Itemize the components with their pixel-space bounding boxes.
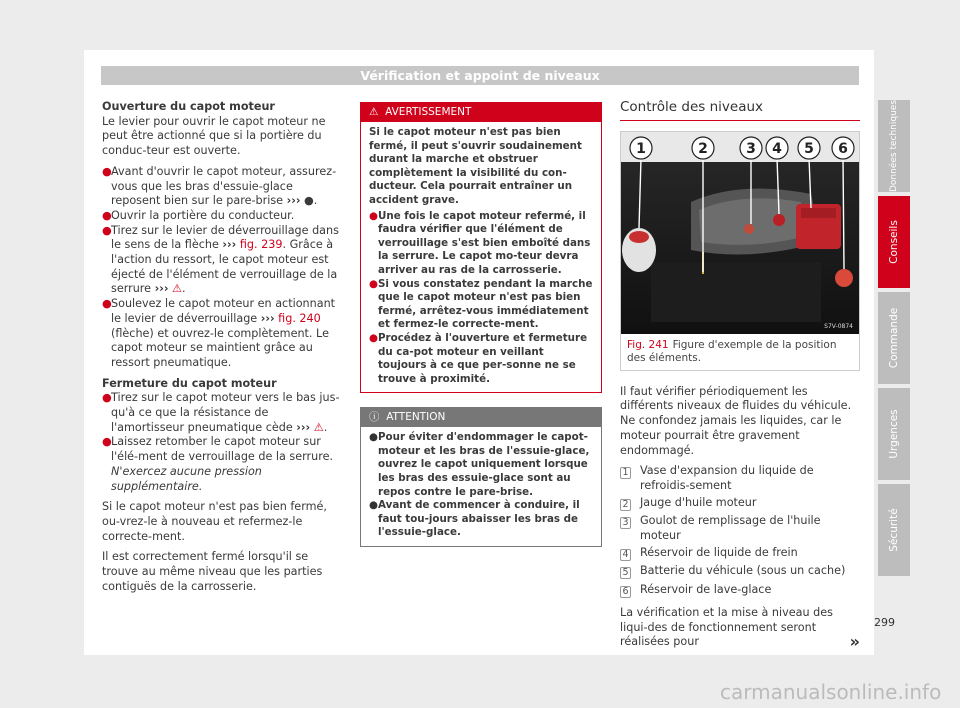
open-intro: Le levier pour ouvrir le capot moteur ne peut être actionné que si la portière du conduc-teur est ouverte. <box>102 114 326 158</box>
bullet-icon: ● <box>369 499 378 512</box>
page-header: Vérification et appoint de niveaux <box>101 66 859 85</box>
attention-box-title: ⓘ ATTENTION <box>361 408 601 427</box>
callout-1: 1 <box>636 140 646 157</box>
callout-6: 6 <box>838 140 848 157</box>
bullet-icon: ● <box>369 331 378 344</box>
callout-3: 3 <box>746 140 756 157</box>
watermark-text: carmanualsonline.info <box>720 680 942 704</box>
bullet-icon: ● <box>369 277 378 290</box>
warning-icon: ⚠ <box>313 420 324 434</box>
attention-box <box>360 407 602 547</box>
tab-donnees-techniques[interactable]: Données techniques <box>878 100 910 192</box>
list-item: ● Procédez à l'ouverture et fermeture du ca-pot moteur en veillant toujours à ce que per-sonne ne se trouve à proximité. <box>369 331 588 385</box>
bullet-icon: ● <box>369 209 378 222</box>
bullet-icon: ● <box>102 391 112 405</box>
info-icon: ● <box>304 194 314 208</box>
list-item: ● Une fois le capot moteur refermé, il faudra vérifier que l'élément de verrouillage s'est bien emboîté dans la serrure. Le capot mo-teur devra arriver au ras de la carrosserie. <box>369 209 591 276</box>
column-middle <box>360 102 602 547</box>
open-heading: Ouverture du capot moteur <box>102 100 275 113</box>
warning-box-title: ⚠ AVERTISSEMENT <box>361 103 601 122</box>
ref-arrow-icon: ››› <box>222 238 237 252</box>
tab-conseils[interactable]: Conseils <box>878 196 910 288</box>
bullet-icon: ● <box>102 164 112 178</box>
close-paragraph: Il est correctement fermé lorsqu'il se trouve au même niveau que les parties contiguës de la carrosserie. <box>102 550 323 593</box>
close-paragraph: Si le capot moteur n'est pas bien fermé, ou-vrez-le à nouveau et refermez-le correcte-ment. <box>102 500 327 543</box>
bullet-icon: ● <box>369 431 378 444</box>
column-right <box>620 100 860 650</box>
chapter-tabs <box>878 100 910 580</box>
list-item: ● Laissez retomber le capot moteur sur l'élé-ment de verrouillage de la serrure. N'exercez aucune pression supplémentaire. <box>102 435 334 493</box>
ref-arrow-icon[interactable]: ››› <box>286 194 301 208</box>
continue-arrow-icon[interactable]: » <box>849 632 860 652</box>
levels-list <box>620 464 860 600</box>
list-item: ● Tirez sur le levier de déverrouillage dans le sens de la flèche ››› fig. 239. Grâce à l'action du ressort, le capot moteur est éjecté de l'élément de verrouillage de la serrure ››› ⚠. <box>102 223 339 296</box>
fig-240-link[interactable]: fig. 240 <box>278 311 321 325</box>
list-item: 1 Vase d'expansion du liquide de refroidis-sement <box>620 464 860 493</box>
list-item: 3 Goulot de remplissage de l'huile moteur <box>620 514 860 543</box>
tab-securite[interactable]: Sécurité <box>878 484 910 576</box>
list-item: ● Soulevez le capot moteur en actionnant le levier de déverrouillage ››› fig. 240 (flèche) et ouvrez-le complètement. Le capot moteur se maintient grâce au ressort pneumatique. <box>102 297 336 369</box>
section-title: Contrôle des niveaux <box>620 100 860 121</box>
warning-box <box>360 102 602 393</box>
engine-photo <box>621 132 859 334</box>
photo-code: S7V-0874 <box>824 322 853 330</box>
list-item: ● Avant de commencer à conduire, il faut tou-jours abaisser les bras de l'essuie-glace. <box>369 499 580 539</box>
close-heading: Fermeture du capot moteur <box>102 376 277 390</box>
list-item: ● Avant d'ouvrir le capot moteur, assurez-vous que les bras d'essuie-glace reposent bien sur le pare-brise ››› ●. <box>102 164 337 208</box>
engine-bay-illustration <box>621 132 859 334</box>
bullet-icon: ● <box>102 297 112 311</box>
bullet-icon: ● <box>102 223 112 237</box>
list-item: 6 Réservoir de lave-glace <box>620 583 860 600</box>
list-item: 5 Batterie du véhicule (sous un cache) <box>620 564 860 581</box>
page-number: 299 <box>874 616 895 629</box>
info-circle-icon: ⓘ <box>369 411 380 424</box>
ref-arrow-icon[interactable]: ››› <box>296 420 311 434</box>
tab-urgences[interactable]: Urgences <box>878 388 910 480</box>
column-left <box>102 100 342 595</box>
list-item: ● Si vous constatez pendant la marche que le capot moteur n'est pas bien fermé, arrêtez-vous immédiatement et fermez-le correcte-ment. <box>369 277 593 331</box>
warning-intro: Si le capot moteur n'est pas bien fermé, il peut s'ouvrir soudainement durant la marche et obstruer complètement la visibilité du con-ducteur. Cela pourrait entraîner un accident grave. <box>369 126 582 206</box>
figure-caption: Fig. 241 Figure d'exemple de la position des éléments. <box>627 338 837 365</box>
list-item: 2 Jauge d'huile moteur <box>620 496 860 513</box>
callout-4: 4 <box>772 140 782 157</box>
list-item: ● Tirez sur le capot moteur vers le bas jus-qu'à ce que la résistance de l'amortisseur pneumatique cède ››› ⚠. <box>102 391 340 434</box>
ref-arrow-icon: ››› <box>260 311 275 325</box>
list-item: ● Ouvrir la portière du conducteur. <box>102 208 295 222</box>
intro-paragraph: Il faut vérifier périodiquement les différents niveaux de fluides du véhicule. Ne confondez jamais les liquides, car le moteur pourrait être gravement endommagé. <box>620 384 852 457</box>
tab-commande[interactable]: Commande <box>878 292 910 384</box>
list-item: ● Pour éviter d'endommager le capot-moteur et les bras de l'essuie-glace, ouvrez le capot uniquement lorsque les bras des essuie-glace sont au repos contre le pare-brise. <box>369 431 590 498</box>
warning-icon: ⚠ <box>172 282 183 296</box>
bullet-icon: ● <box>102 435 112 449</box>
callout-5: 5 <box>804 140 814 157</box>
list-item: 4 Réservoir de liquide de frein <box>620 546 860 563</box>
bullet-icon: ● <box>102 208 112 222</box>
outro-paragraph: La vérification et la mise à niveau des liqui-des de fonctionnement seront réalisées pour » <box>620 605 860 652</box>
warning-icon: ⚠ <box>369 106 379 118</box>
ref-arrow-icon[interactable]: ››› <box>154 282 169 296</box>
callout-2: 2 <box>698 140 708 157</box>
figure-241 <box>620 131 860 371</box>
fig-239-link[interactable]: fig. 239 <box>239 238 283 252</box>
